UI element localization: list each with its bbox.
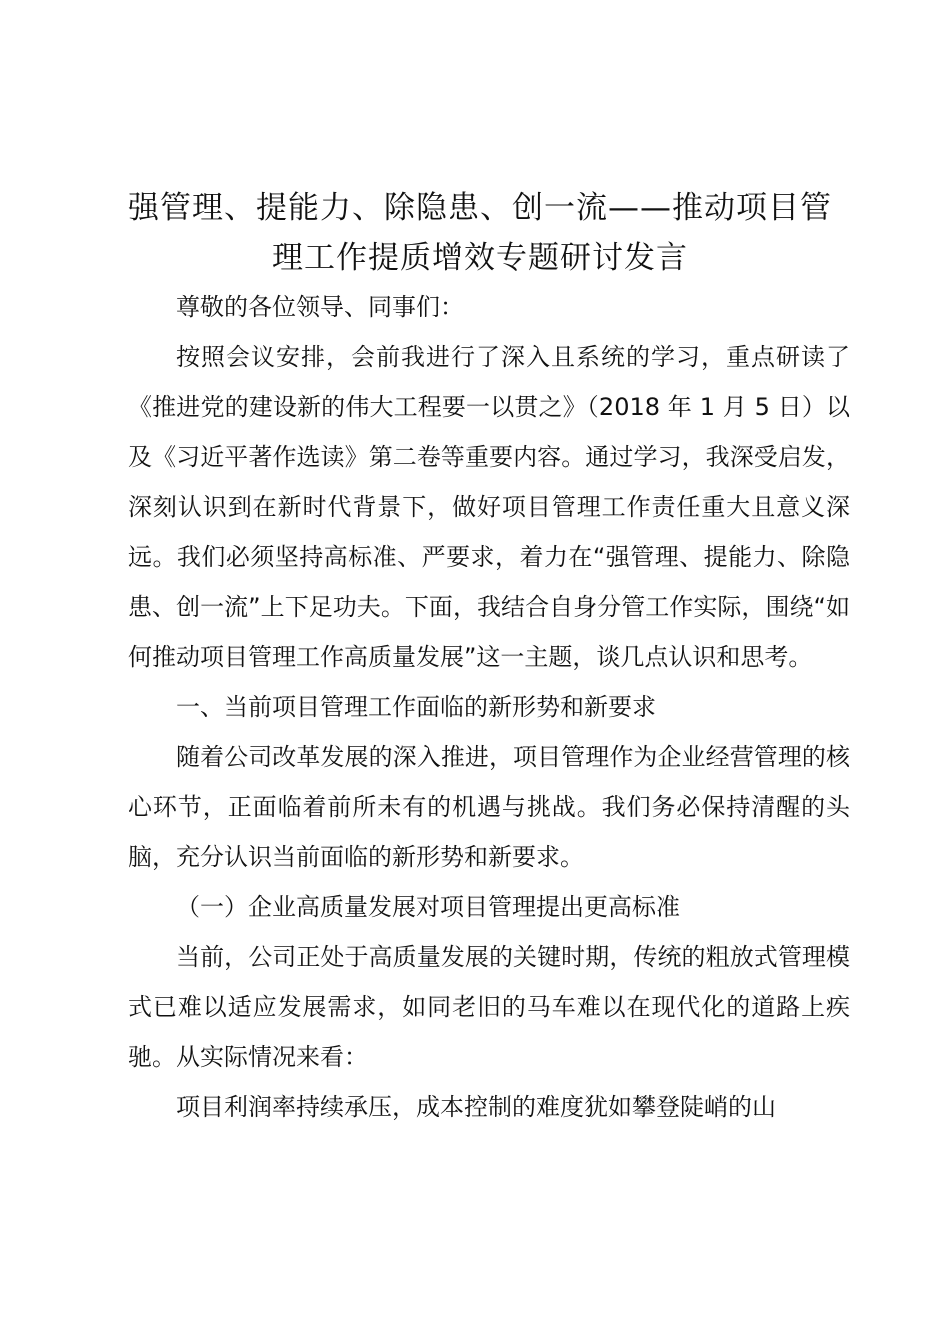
paragraph-subsection-1: 当前，公司正处于高质量发展的关键时期，传统的粗放式管理模式已难以适应发展需求，如同老旧的马车难以在现代化的道路上疾驰。从实际情况来看：: [128, 943, 850, 1071]
paragraph-section-1: 随着公司改革发展的深入推进，项目管理作为企业经营管理的核心环节，正面临着前所未有的机遇与挑战。我们务必保持清醒的头脑，充分认识当前面临的新形势和新要求。: [128, 743, 850, 871]
paragraph-intro: 按照会议安排，会前我进行了深入且系统的学习，重点研读了《推进党的建设新的伟大工程要一以贯之》（2018 年 1 月 5 日）以及《习近平著作选读》第二卷等重要内容。通过学习，我深受启发，深刻认识到在新时代背景下，做好项目管理工作责任重大且意义深远。我们必须坚持高标准、严要求，着力在“强管理、提能力、除隐患、创一流”上下足功夫。下面，我结合自身分管工作实际，围绕“如何推动项目管理工作高质量发展”这一主题，谈几点认识和思考。: [128, 343, 850, 671]
document-title: 强管理、提能力、除隐患、创一流——推动项目管理工作提质增效专题研讨发言: [128, 190, 832, 276]
paragraph-continued: 项目利润率持续承压，成本控制的难度犹如攀登陡峭的山: [176, 1093, 776, 1121]
section-heading-1: 一、当前项目管理工作面临的新形势和新要求: [176, 693, 656, 721]
salutation: 尊敬的各位领导、同事们：: [176, 293, 464, 321]
document-body: [128, 282, 850, 1132]
subsection-heading-1: （一）企业高质量发展对项目管理提出更高标准: [176, 893, 680, 921]
